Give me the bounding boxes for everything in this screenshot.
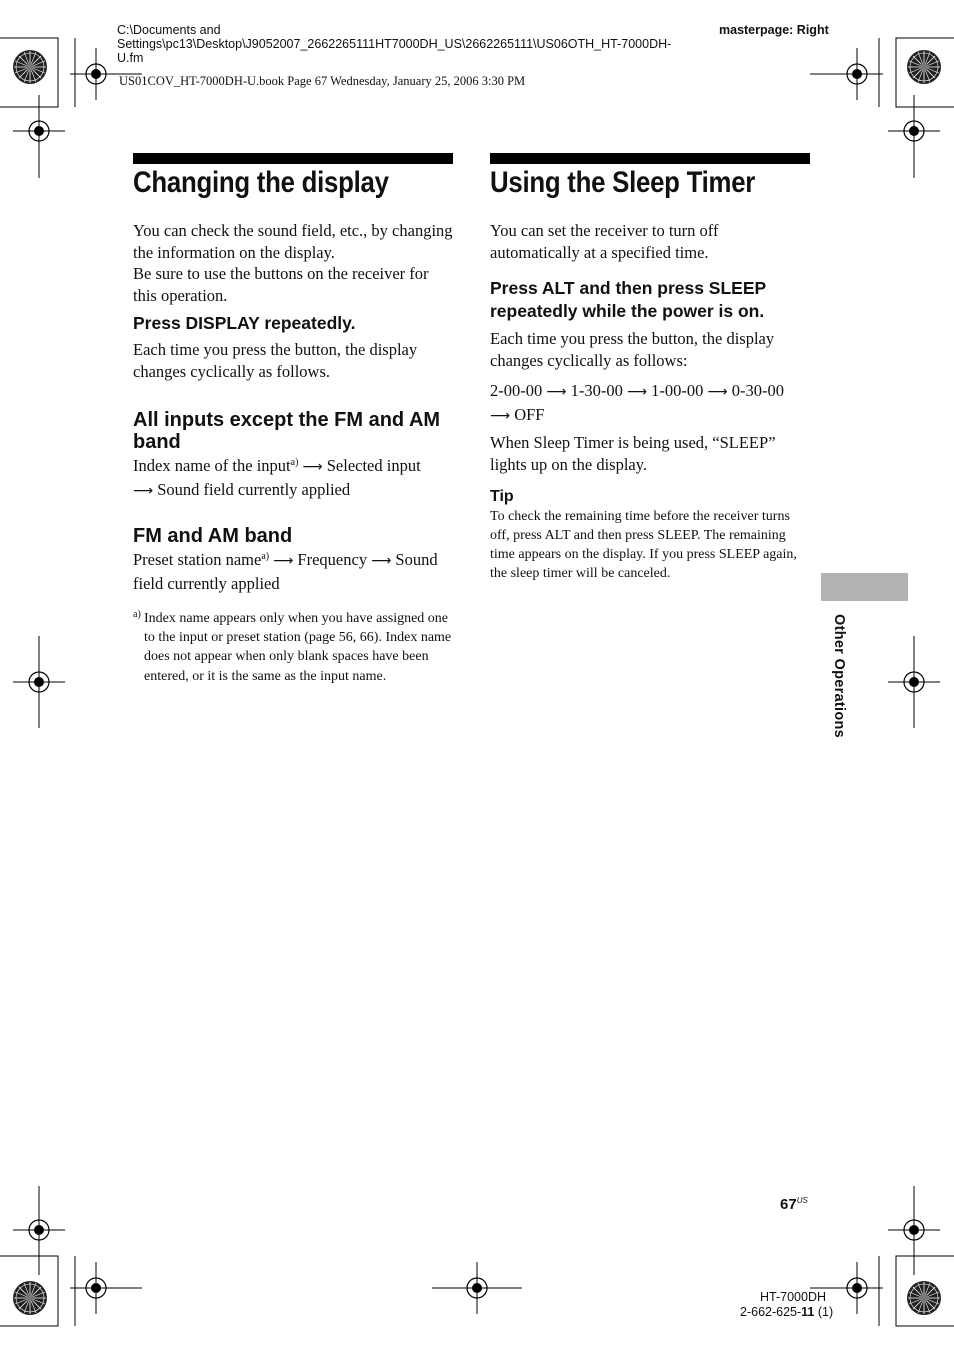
subheading-all-inputs: All inputs except the FM and AM band xyxy=(133,409,441,453)
footnote-mark: a) xyxy=(133,609,141,620)
footnote xyxy=(133,609,453,686)
masterpage-label: masterpage: Right xyxy=(719,23,829,37)
file-path: C:\Documents and Settings\pc13\Desktop\J9052007_2662265111HT7000DH_US\2662265111\US06OTH_HT-7000DH-U.fm xyxy=(117,23,672,65)
left-intro-text-2: Be sure to use the buttons on the receiver for this operation. xyxy=(133,264,429,305)
part-number-bold: 11 xyxy=(801,1305,815,1319)
page-number-value: 67 xyxy=(780,1196,797,1213)
book-info-line: US01COV_HT-7000DH-U.book Page 67 Wednesday, January 25, 2006 3:30 PM xyxy=(119,74,526,88)
section-tab-label: Other Operations xyxy=(831,614,847,739)
title-rule-right xyxy=(490,153,810,164)
right-arrow-icon: ⟶ xyxy=(133,482,154,499)
right-arrow-icon: ⟶ xyxy=(707,384,728,400)
part-number-suffix: (1) xyxy=(814,1305,834,1319)
display-sequence-all-inputs xyxy=(133,455,453,502)
model-number: HT-7000DH xyxy=(760,1290,826,1304)
section-title-sleep-timer: Using the Sleep Timer xyxy=(490,166,756,199)
seq-text: Sound field currently applied xyxy=(133,550,438,593)
right-arrow-icon: ⟶ xyxy=(273,553,294,569)
footnote-ref: a) xyxy=(261,551,270,562)
seq-text: Frequency xyxy=(293,550,372,569)
footnote-text: Index name appears only when you have assigned one to the input or preset station (page 56, 66). Index name does not appear when only blank spaces have been entered, or it is the same as the input name. xyxy=(144,611,452,684)
seq-value: 1-30-00 xyxy=(570,381,623,400)
sleep-sequence xyxy=(490,380,810,427)
right-arrow-icon: ⟶ xyxy=(302,459,323,475)
tip-body: To check the remaining time before the receiver turns off, press ALT and then press SLEEP. The remaining time appears on the display. If you press SLEEP again, the sleep timer will be canceled. xyxy=(490,509,797,581)
right-arrow-icon: ⟶ xyxy=(490,407,511,424)
step-heading-display: Press DISPLAY repeatedly. xyxy=(133,313,356,333)
step-body-display: Each time you press the button, the display changes cyclically as follows. xyxy=(133,340,418,381)
right-arrow-icon: ⟶ xyxy=(626,384,648,400)
seq-value: OFF xyxy=(514,404,545,424)
seq-text: Preset station name xyxy=(133,550,262,569)
section-title-changing-display: Changing the display xyxy=(133,166,389,199)
right-arrow-icon: ⟶ xyxy=(371,553,392,569)
right-intro: You can set the receiver to turn off automatically at a specified time. xyxy=(490,221,719,262)
seq-text: Selected input xyxy=(322,456,421,475)
seq-value: 2-00-00 xyxy=(490,381,543,400)
part-number xyxy=(740,1305,834,1320)
seq-text: Sound field currently applied xyxy=(153,479,351,499)
section-tab xyxy=(821,573,908,601)
step-heading-sleep: Press ALT and then press SLEEP repeatedly while the power is on. xyxy=(490,278,766,321)
footnote-ref: a) xyxy=(290,457,299,468)
display-sequence-fm-am xyxy=(133,549,453,594)
title-rule-left xyxy=(133,153,453,164)
subheading-fm-am: FM and AM band xyxy=(133,525,293,547)
sleep-note: When Sleep Timer is being used, “SLEEP” lights up on the display. xyxy=(490,433,776,474)
left-intro-text: You can check the sound field, etc., by changing the information on the display. xyxy=(133,221,453,262)
right-arrow-icon: ⟶ xyxy=(546,384,567,400)
left-intro xyxy=(133,220,453,306)
seq-value: 1-00-00 xyxy=(651,381,704,400)
page-number-suffix: US xyxy=(796,1196,808,1205)
step-body-sleep: Each time you press the button, the display changes cyclically as follows: xyxy=(490,329,775,370)
page-number xyxy=(780,1196,808,1213)
part-number-prefix: 2-662-625- xyxy=(740,1305,802,1319)
model-info xyxy=(740,1290,834,1320)
tip-heading: Tip xyxy=(490,488,514,505)
seq-text: Index name of the input xyxy=(133,456,291,475)
seq-value: 0-30-00 xyxy=(731,381,784,400)
